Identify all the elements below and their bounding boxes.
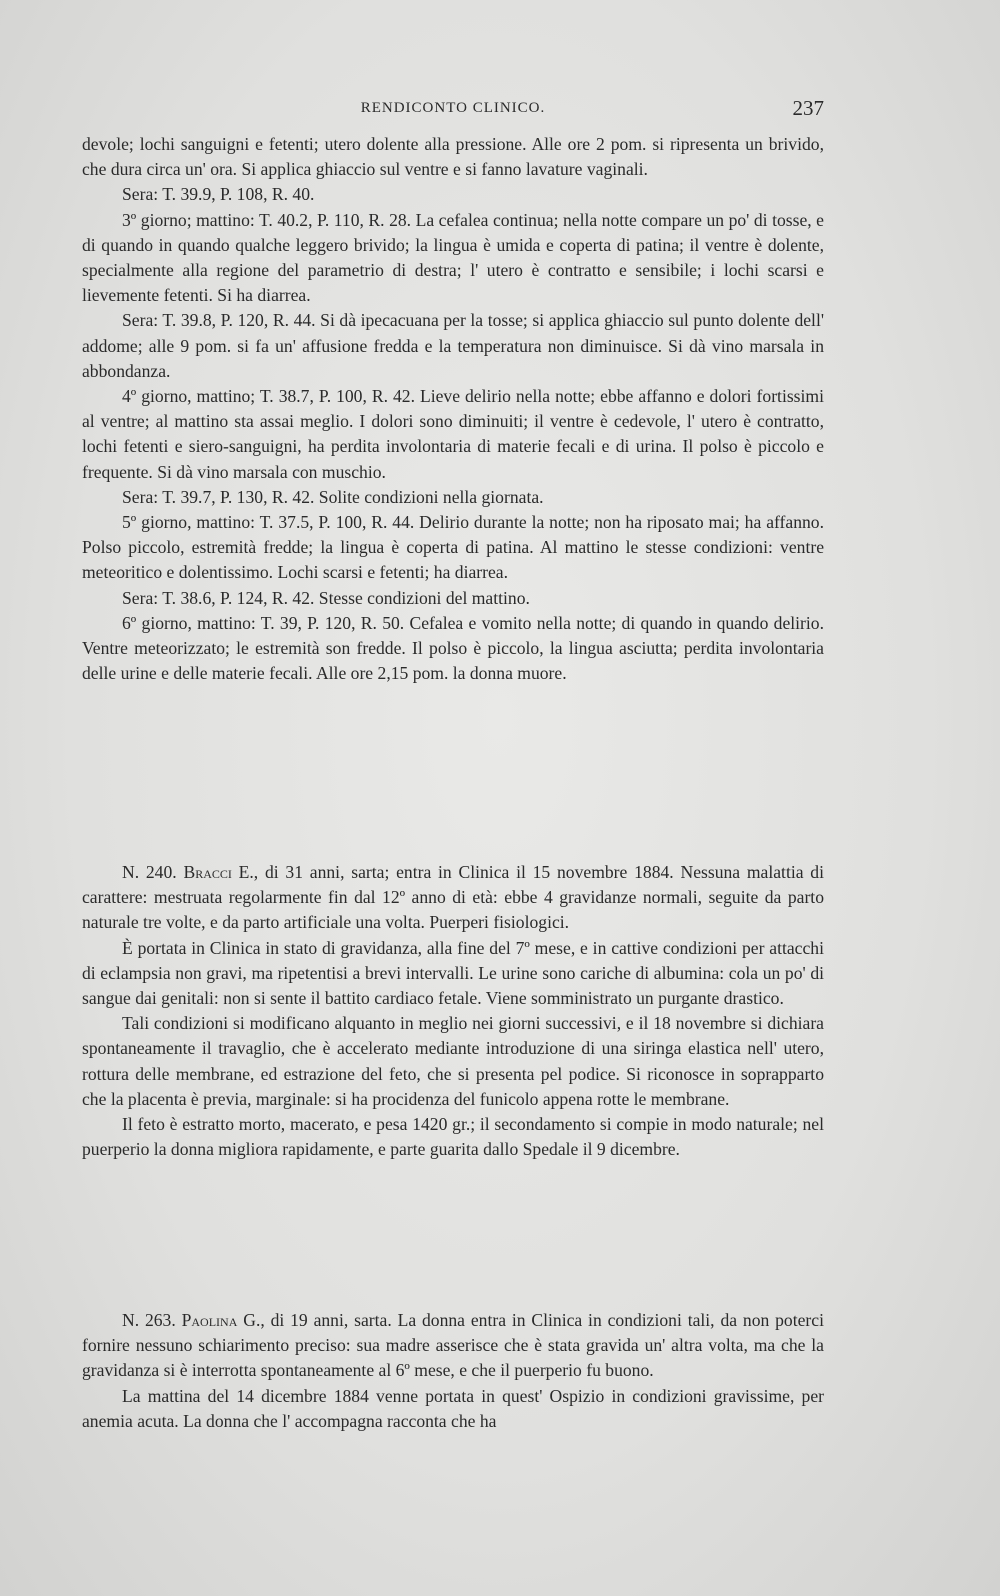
case-number: N. 240. [122,862,177,882]
patient-name: Paolina G. [181,1310,261,1330]
paragraph: 3º giorno; mattino: T. 40.2, P. 110, R. 28. La cefalea continua; nella notte compare un po' di tosse, e di quando in quando qualche leggero brivido; la lingua è umida e coperta di patina; il ventre è dolente, specialmente alla regione del parametrio di destra; l' utero è contratto e sensibile; i lochi scarsi e lievemente fetenti. Si ha diarrea. [82,209,824,306]
paragraph: Sera: T. 39.8, P. 120, R. 44. Si dà ipecacuana per la tosse; si applica ghiaccio sul punto dolente dell' addome; alle 9 pom. si fa un' affusione fredda e la temperatura non diminuisce. Si dà vino marsala in abbondanza. [82,310,824,381]
patient-name: Bracci E. [183,862,254,882]
paragraph: Il feto è estratto morto, macerato, e pesa 1420 gr.; il secondamento si compie in modo naturale; nel puerperio la donna migliora rapidamente, e parte guarita dallo Spedale il 9 dicembre. [82,1114,824,1160]
running-title: RENDICONTO CLINICO. [360,100,546,116]
paragraph: Tali condizioni si modificano alquanto in meglio nei giorni successivi, e il 18 novembre si dichiara spontaneamente il travaglio, che è accelerato mediante introduzione di una siringa elastica nell' utero, rottura delle membrane, ed estrazione del feto, che si presenta pel podice. Si riconosce in soprapparto che la placenta è previa, marginale: si ha procidenza del funicolo appena rotte le membrane. [82,1013,824,1109]
case-continued-section [82,132,824,686]
paragraph: 6º giorno, mattino: T. 39, P. 120, R. 50. Cefalea e vomito nella notte; di quando in quando delirio. Ventre meteorizzato; le estremità son fredde. Il polso è piccolo, la lingua asciutta; perdita involontaria delle urine e delle materie fecali. Alle ore 2,15 pom. la donna muore. [82,612,824,684]
case-intro-text: , di 19 anni, sarta. La donna entra in Clinica in condizioni tali, da non poterci fornire nessuno schiarimento preciso: sua madre asserisce che è stata gravida un' altra volta, ma che la gravidanza si è interrotta spontaneamente al 6º mese, e che il puerperio fu buono. [82,1310,824,1381]
case-240-section [82,860,824,1162]
case-number: N. 263. [122,1310,176,1330]
paragraph: 5º giorno, mattino: T. 37.5, P. 100, R. 44. Delirio durante la notte; non ha riposato mai; ha affanno. Polso piccolo, estremità fredde; la lingua è coperta di patina. Al mattino le stesse condizioni: ventre meteoritico e dolentissimo. Lochi scarsi e fetenti; ha diarrea. [82,512,824,583]
case-intro [82,860,824,936]
paragraph: Sera: T. 38.6, P. 124, R. 42. Stesse condizioni del mattino. [122,587,530,608]
case-263-section [82,1308,824,1434]
case-intro [82,1308,824,1384]
page-header [82,96,824,126]
paragraph: devole; lochi sanguigni e fetenti; utero dolente alla pressione. Alle ore 2 pom. si ripresenta un brivido, che dura circa un' ora. Si applica ghiaccio sul ventre e si fanno lavature vaginali. [82,134,824,180]
paragraph: Sera: T. 39.7, P. 130, R. 42. Solite condizioni nella giornata. [122,486,544,507]
page-number: 237 [792,96,824,120]
paragraph: La mattina del 14 dicembre 1884 venne portata in quest' Ospizio in condizioni gravissime, per anemia acuta. La donna che l' accompagna racconta che ha [82,1385,824,1431]
case-intro-text: , di 31 anni, sarta; entra in Clinica il 15 novembre 1884. Nessuna malattia di carattere: mestruata regolarmente fin dal 12º anno di età: ebbe 4 gravidanze normali, seguite da parto naturale tre volte, e da parto artificiale una volta. Puerperi fisiologici. [82,862,824,933]
paragraph: 4º giorno, mattino; T. 38.7, P. 100, R. 42. Lieve delirio nella notte; ebbe affanno e dolori fortissimi al ventre; al mattino sta assai meglio. I dolori sono diminuiti; il ventre è cedevole, l' utero è contratto, lochi fetenti e siero-sanguigni, ha perdita involontaria di materie fecali e di urina. Il polso è piccolo e frequente. Si dà vino marsala con muschio. [82,386,824,482]
paragraph: È portata in Clinica in stato di gravidanza, alla fine del 7º mese, e in cattive condizioni per attacchi di eclampsia non gravi, ma ripetentisi a brevi intervalli. Le urine sono cariche di albumina: cola un po' di sangue dai genitali: non si sente il battito cardiaco fetale. Viene somministrato un purgante drastico. [82,937,824,1009]
paragraph: Sera: T. 39.9, P. 108, R. 40. [122,184,315,205]
